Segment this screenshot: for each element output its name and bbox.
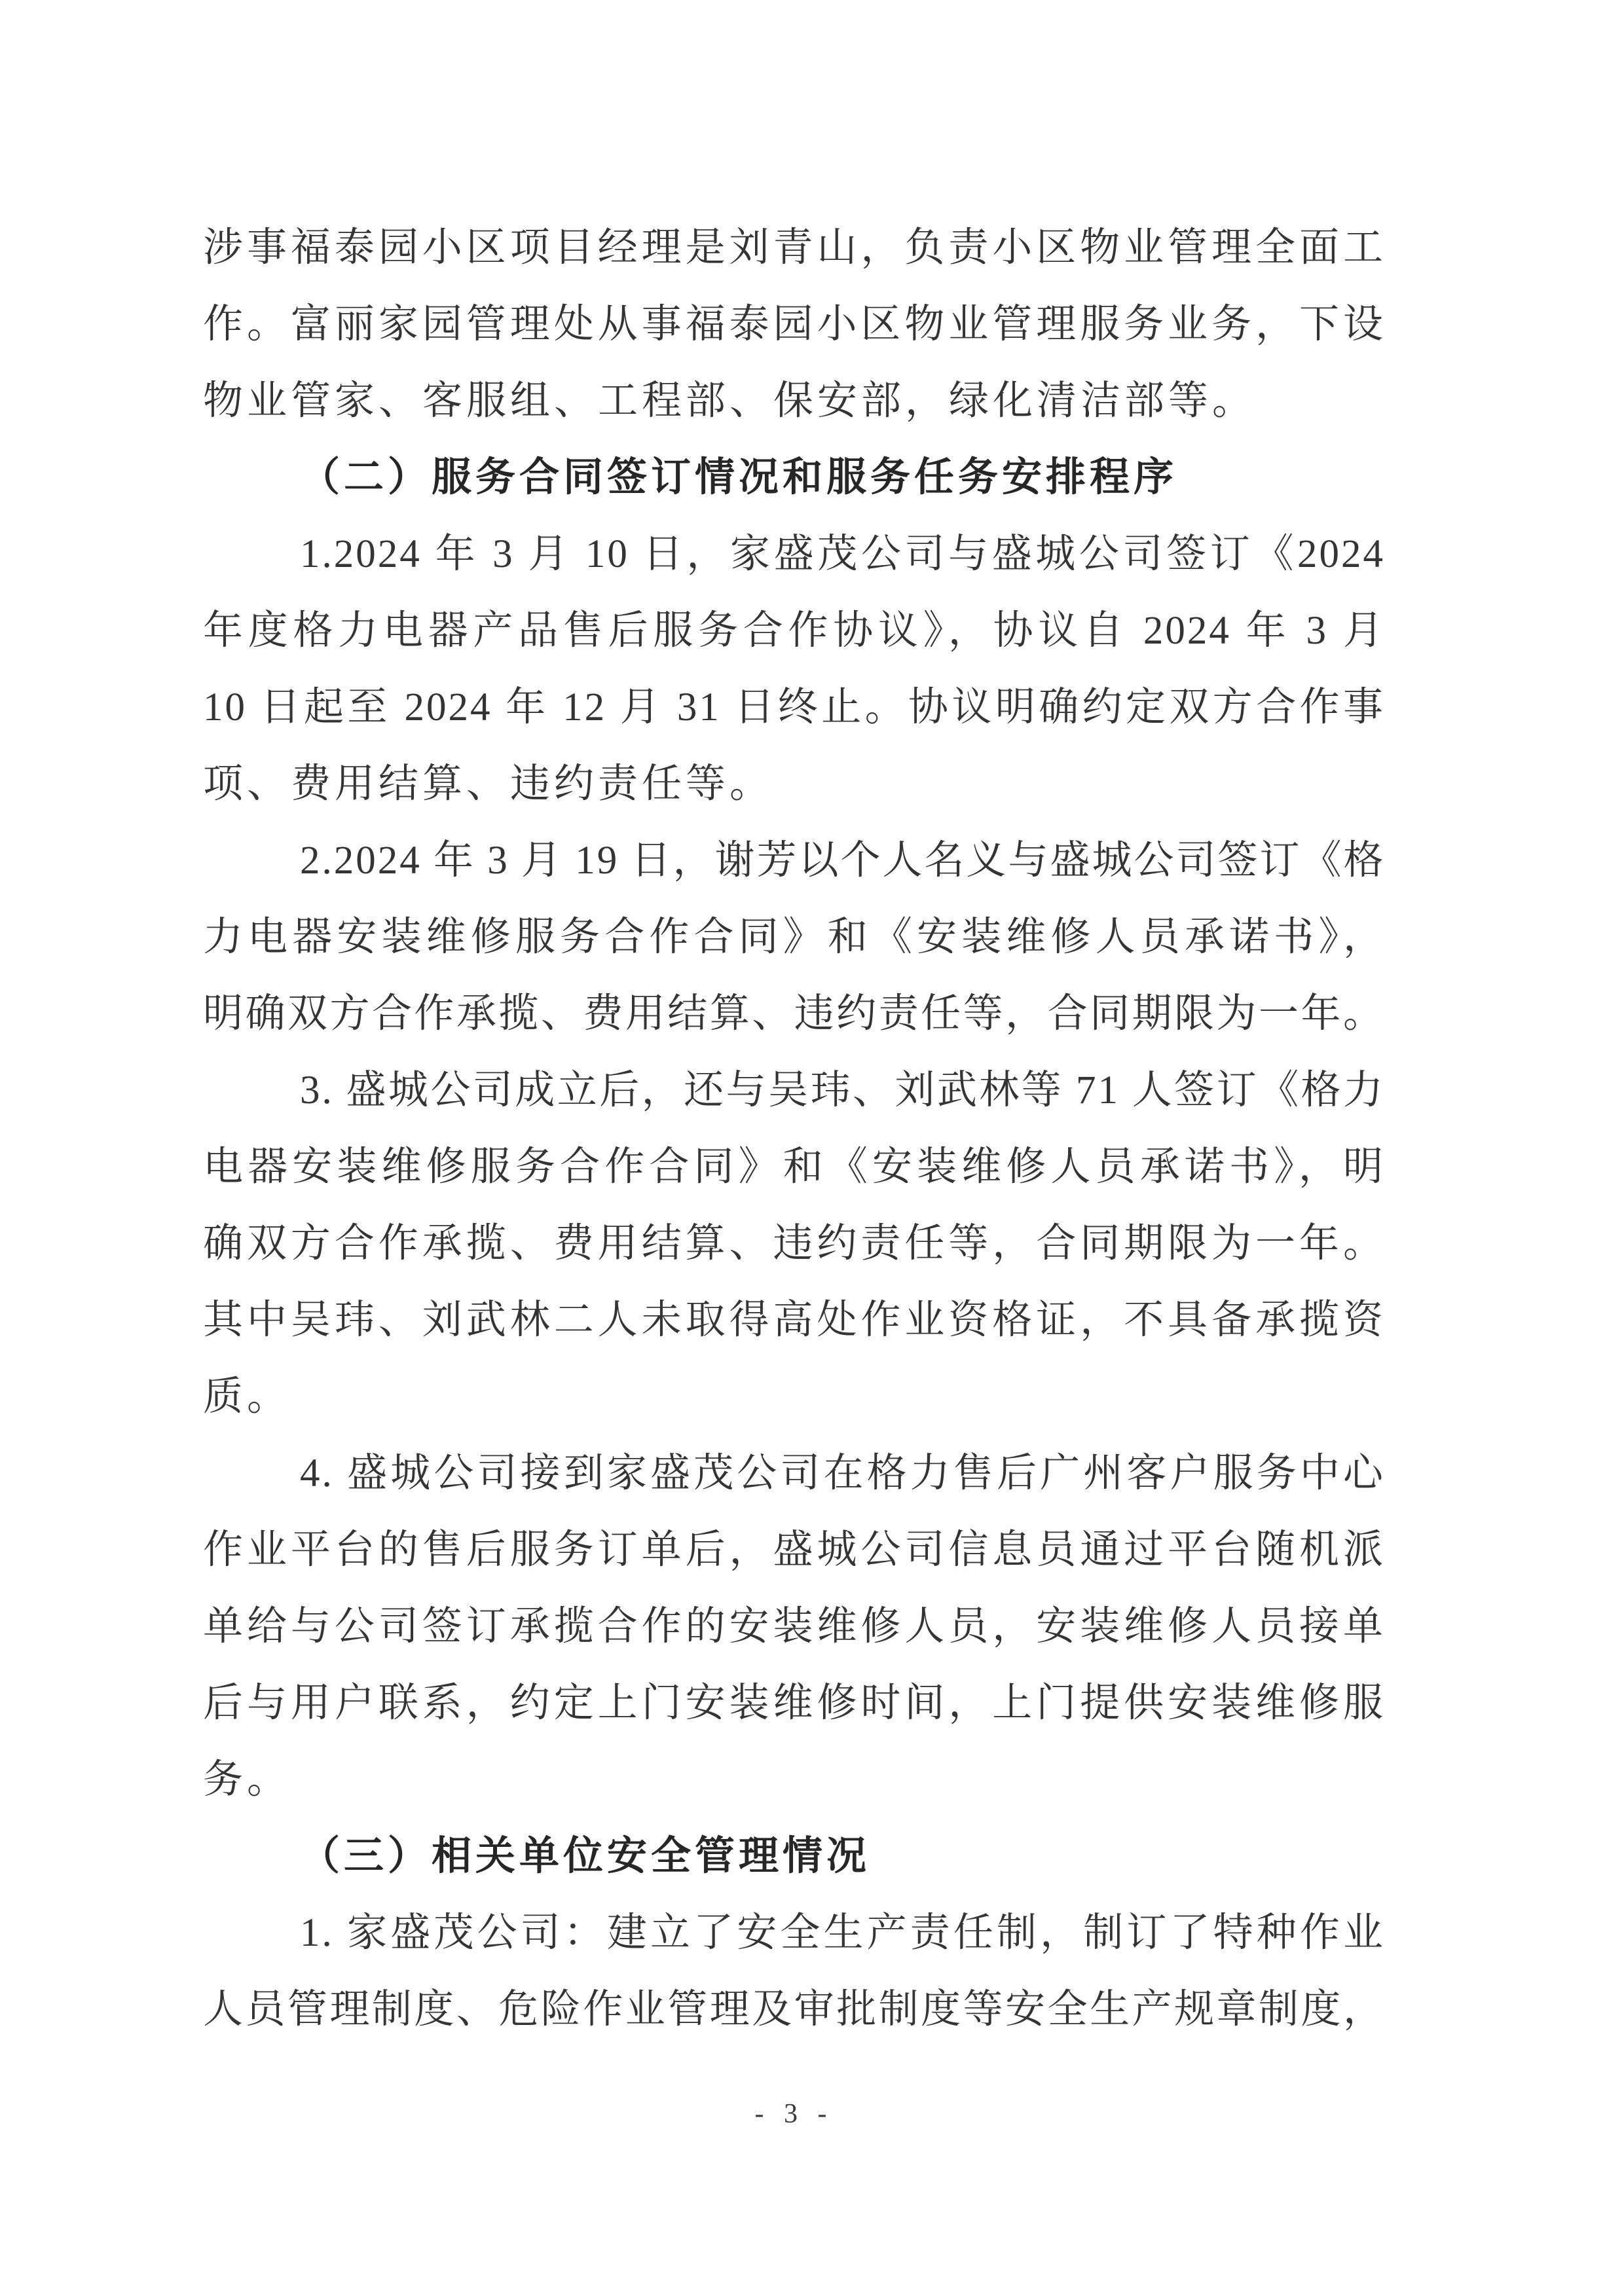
- text-line: 单给与公司签订承揽合作的安装维修人员，安装维修人员接单: [203, 1605, 1385, 1649]
- text-line: 后与用户联系，约定上门安装维修时间，上门提供安装维修服: [203, 1681, 1385, 1725]
- section-heading: （三）相关单位安全管理情况: [300, 1834, 871, 1878]
- text-line: 2.2024 年 3 月 19 日，谢芳以个人名义与盛城公司签订《格: [300, 839, 1386, 883]
- text-line: 人员管理制度、危险作业管理及审批制度等安全生产规章制度，: [203, 1988, 1385, 2032]
- text-line: 务。: [203, 1758, 291, 1802]
- text-line: 10 日起至 2024 年 12 月 31 日终止。协议明确约定双方合作事: [203, 685, 1385, 729]
- page-number: - 3 -: [754, 2099, 834, 2129]
- text-line: 作业平台的售后服务订单后，盛城公司信息员通过平台随机派: [203, 1528, 1385, 1572]
- text-line: 确双方合作承揽、费用结算、违约责任等，合同期限为一年。: [203, 1222, 1385, 1266]
- text-line: 年度格力电器产品售后服务合作协议》，协议自 2024 年 3 月: [203, 609, 1385, 653]
- text-line: 质。: [203, 1375, 291, 1419]
- text-block: [203, 210, 1385, 2048]
- text-line: 其中吴玮、刘武林二人未取得高处作业资格证，不具备承揽资: [203, 1298, 1385, 1342]
- text-line: 电器安装维修服务合作合同》和《安装维修人员承诺书》，明: [203, 1145, 1385, 1189]
- section-heading: （二）服务合同签订情况和服务任务安排程序: [300, 456, 1178, 500]
- text-line: 1. 家盛茂公司：建立了安全生产责任制，制订了特种作业: [300, 1911, 1385, 1955]
- text-line: 4. 盛城公司接到家盛茂公司在格力售后广州客户服务中心: [300, 1451, 1385, 1495]
- text-line: 1.2024 年 3 月 10 日，家盛茂公司与盛城公司签订《2024: [300, 532, 1385, 576]
- text-line: 物业管家、客服组、工程部、保安部，绿化清洁部等。: [203, 379, 1257, 423]
- text-line: 涉事福泰园小区项目经理是刘青山，负责小区物业管理全面工: [203, 226, 1385, 270]
- text-line: 作。富丽家园管理处从事福泰园小区物业管理服务业务，下设: [203, 302, 1385, 346]
- text-line: 项、费用结算、违约责任等。: [203, 762, 774, 806]
- text-line: 3. 盛城公司成立后，还与吴玮、刘武林等 71 人签订《格力: [300, 1068, 1385, 1112]
- text-line: 明确双方合作承揽、费用结算、违约责任等，合同期限为一年。: [203, 992, 1385, 1036]
- text-line: 力电器安装维修服务合作合同》和《安装维修人员承诺书》，: [203, 915, 1385, 959]
